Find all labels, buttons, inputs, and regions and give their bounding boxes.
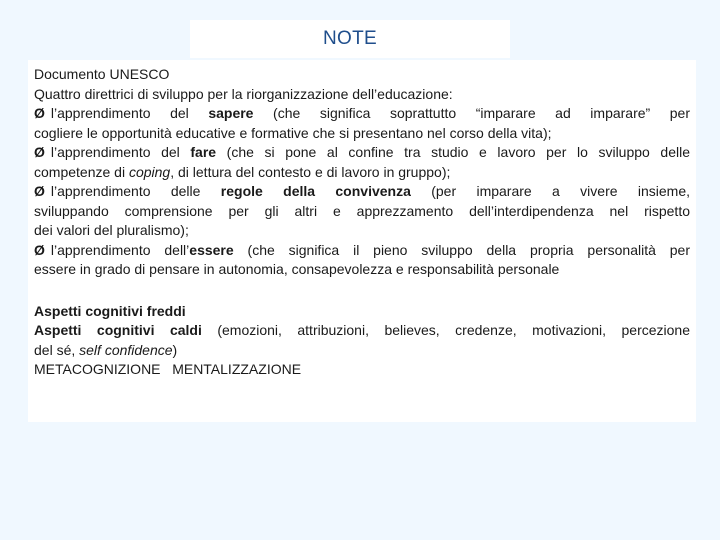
bullet-2-keyword: fare — [190, 144, 217, 160]
bullet-4-line-1 — [34, 241, 690, 261]
aspects-warm-line-2 — [34, 341, 690, 361]
bullet-2-post: (che si pone al confine tra studio e lavoro per lo sviluppo delle — [216, 144, 690, 160]
text-block — [34, 65, 690, 380]
bullet-1-pre: l’apprendimento del — [50, 105, 209, 121]
metacognition-line: METACOGNIZIONE MENTALIZZAZIONE — [34, 361, 302, 377]
bullet-2-line-2 — [34, 163, 690, 183]
bullet-4-post: (che significa il pieno sviluppo della propria personalità per — [233, 241, 690, 258]
bullet-3-pre: l’apprendimento delle — [50, 183, 221, 199]
bullet-2-l2-post: , di lettura del contesto e di lavoro in gruppo); — [170, 163, 451, 180]
title-box — [190, 20, 510, 58]
arrow-bullet-icon: Ø — [34, 144, 45, 160]
bullet-3-post: (per imparare a vivere insieme, — [410, 183, 690, 199]
intro-source: Documento UNESCO — [34, 66, 170, 82]
aspects-warm-l2-post: ) — [172, 341, 178, 358]
arrow-bullet-icon: Ø — [34, 183, 45, 199]
spacer — [34, 280, 690, 302]
intro-heading: Quattro direttrici di sviluppo per la riorganizzazione dell’educazione: — [34, 85, 453, 102]
bullet-2-l2-pre: competenze di — [34, 163, 129, 180]
bullet-4-line-2: essere in grado di pensare in autonomia, consapevolezza e responsabilità personale — [34, 261, 560, 277]
bullet-3-keyword: regole della convivenza — [220, 183, 411, 199]
bullet-2-pre: l’apprendimento del — [50, 144, 191, 160]
bullet-2-l2-italic: coping — [128, 163, 171, 180]
bullet-3-line-3: dei valori del pluralismo); — [34, 222, 189, 238]
arrow-bullet-icon: Ø — [34, 105, 45, 121]
aspects-warm-label: Aspetti cognitivi caldi — [34, 322, 202, 338]
aspects-warm-l2-italic: self confidence — [79, 341, 173, 358]
aspects-cold — [34, 302, 690, 322]
aspects-warm-l2-pre: del sé, — [34, 341, 80, 358]
bullet-4-keyword: essere — [189, 241, 234, 258]
bullet-1-keyword: sapere — [208, 105, 254, 121]
bullet-3-line-1 — [34, 182, 690, 202]
page-title: NOTE — [323, 28, 377, 49]
bullet-1-line-2: cogliere le opportunità educative e formative che si presentano nel corso della vita); — [34, 124, 552, 141]
bullet-4-pre: l’apprendimento dell’ — [50, 241, 190, 258]
bullet-3-line-2: sviluppando comprensione per gli altri e apprezzamento dell’interdipendenza nel rispetto — [34, 202, 690, 219]
bullet-1-line-1 — [34, 104, 690, 124]
content-box — [28, 60, 696, 422]
bullet-1-post: (che significa soprattutto “imparare ad imparare” per — [253, 105, 690, 121]
arrow-bullet-icon: Ø — [34, 241, 45, 258]
bullet-2-line-1 — [34, 143, 690, 163]
aspects-warm-line-1 — [34, 321, 690, 341]
aspects-cold-label: Aspetti cognitivi freddi — [34, 302, 186, 319]
aspects-warm-detail: (emozioni, attribuzioni, believes, credenze, motivazioni, percezione — [201, 322, 690, 338]
